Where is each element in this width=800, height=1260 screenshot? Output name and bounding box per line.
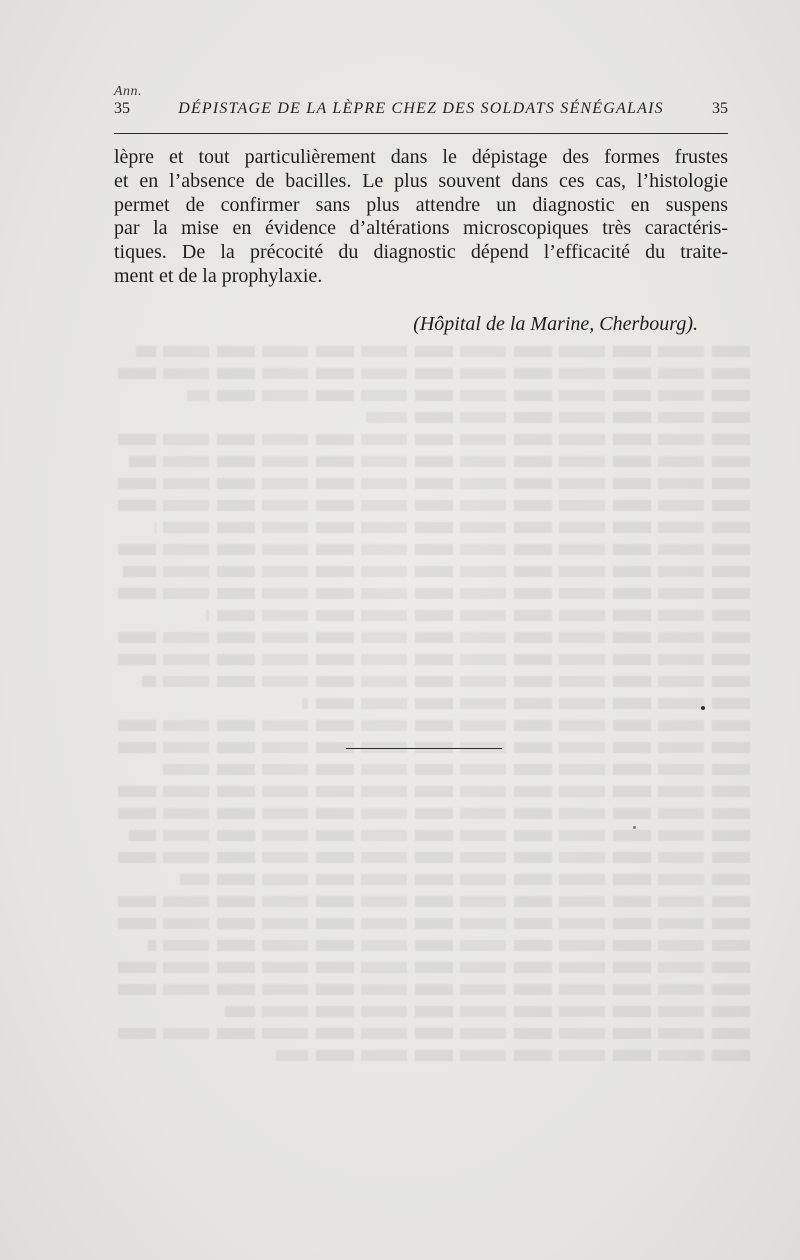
body-line: permet de confirmer sans plus attendre un diagnostic en suspens [114,193,728,216]
margin-annotation: Ann. [114,84,143,99]
body-line: tiques. De la précocité du diagnostic dépend l’efficacité du traite- [114,241,728,264]
header-rule [114,133,728,134]
body-line: par la mise en évidence d’altérations microscopiques très caractéris- [114,217,728,240]
body-line: lèpre et tout particulièrement dans le dépistage des formes frustes [114,146,728,168]
institution-signoff: (Hôpital de la Marine, Cherbourg). [413,313,698,335]
body-line: ment et de la prophylaxie. [114,264,323,287]
running-head-title: DÉPISTAGE DE LA LÈPRE CHEZ DES SOLDATS SÉNÉGALAIS [178,100,664,117]
body-line: et en l’absence de bacilles. Le plus souvent dans ces cas, l’histologie [114,169,728,192]
page-number-right: 35 [711,100,728,117]
closing-rule [346,748,502,749]
reverse-side-bleed-through [110,335,750,1063]
page-number-left: 35 [114,100,130,117]
ink-speck [701,706,705,710]
ink-speck [633,826,636,829]
running-head [114,100,728,122]
body-paragraph [114,146,728,289]
